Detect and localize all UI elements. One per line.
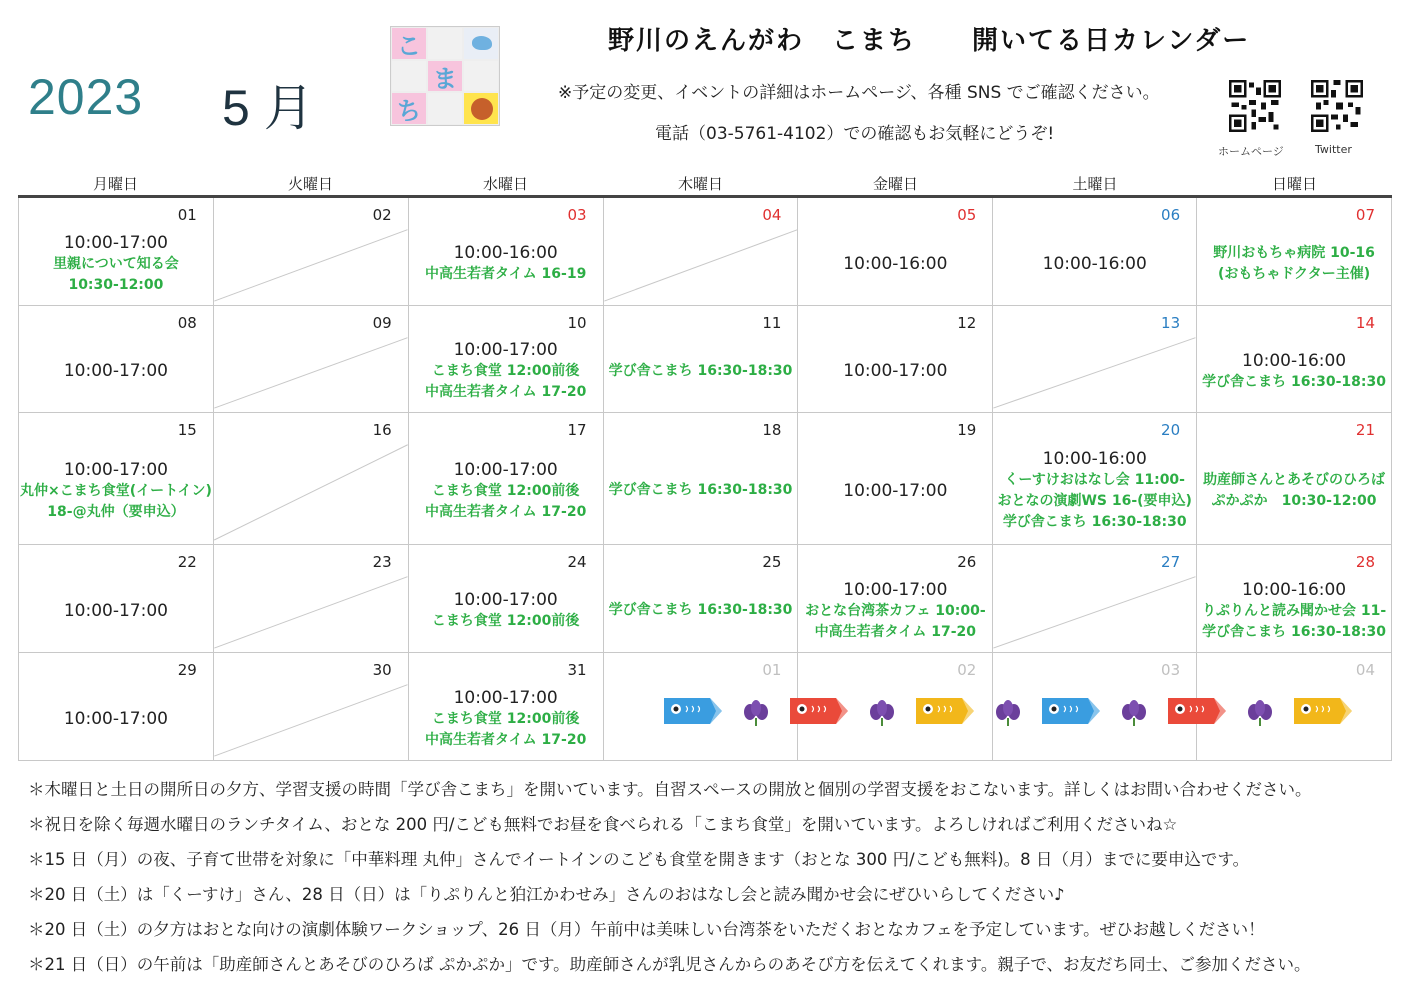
day-number: 27	[1161, 553, 1181, 571]
koinobori-yellow-icon	[916, 698, 974, 724]
event-text: 里親について知る会	[53, 255, 179, 272]
opening-hours: 10:00-17:00	[63, 708, 168, 729]
twitter-qr-icon[interactable]	[1311, 80, 1363, 132]
calendar-day-cell[interactable]	[1197, 545, 1392, 653]
day-number: 15	[177, 421, 197, 439]
footer-note: ＊20 日（土）の夕方はおとな向けの演劇体験ワークショップ、26 日（月）午前中は美味しい台湾茶をいただくおとなカフェを予定しています。ぜひお越しください！	[28, 920, 1265, 939]
calendar-grid	[18, 198, 1392, 761]
koinobori-yellow-icon	[1294, 698, 1352, 724]
event-text: 丸仲×こまち食堂(イートイン)	[20, 482, 212, 499]
day-content	[19, 441, 213, 540]
day-number: 29	[177, 661, 197, 679]
notice-text: ※予定の変更、イベントの詳細はホームページ、各種 SNS でご確認ください。	[558, 83, 1160, 103]
calendar-day-cell[interactable]	[214, 653, 409, 761]
day-content	[1197, 573, 1391, 648]
day-content	[1197, 441, 1391, 540]
day-number: 21	[1355, 421, 1375, 439]
koinobori-red-icon	[1168, 698, 1226, 724]
opening-hours: 10:00-17:00	[843, 579, 948, 600]
day-number: 30	[372, 661, 392, 679]
iris-icon	[870, 700, 894, 726]
day-number: 17	[567, 421, 587, 439]
calendar-day-cell[interactable]	[19, 306, 214, 413]
opening-hours: 10:00-16:00	[453, 243, 558, 263]
calendar-day-cell[interactable]	[214, 545, 409, 653]
calendar-week-row	[19, 413, 1392, 545]
calendar-day-cell[interactable]	[1197, 413, 1392, 545]
calendar-day-cell[interactable]	[409, 198, 604, 306]
day-number: 12	[957, 314, 977, 332]
weekday-label: 日曜日	[1271, 175, 1317, 193]
calendar-day-cell[interactable]	[1197, 198, 1392, 306]
day-number: 03	[567, 206, 587, 224]
event-text: こまち食堂 12:00前後	[431, 363, 580, 379]
calendar-day-cell[interactable]	[993, 306, 1197, 413]
day-number: 31	[567, 661, 587, 679]
footer-note: ＊祝日を除く毎週水曜日のランチタイム、おとな 200 円/こども無料でお昼を食べられる「こまち食堂」を開いています。よろしければご利用くださいね☆	[28, 815, 1178, 834]
logo-char-ko: こ	[397, 31, 421, 60]
calendar-week-row	[19, 198, 1392, 306]
event-text: 助産師さんとあそびのひろば	[1203, 471, 1386, 488]
calendar-day-cell[interactable]	[19, 413, 214, 545]
logo-char-ma: ま	[433, 64, 457, 93]
opening-hours: 10:00-17:00	[453, 340, 558, 360]
day-content	[409, 441, 603, 540]
calendar-day-cell[interactable]	[214, 198, 409, 306]
calendar-day-cell[interactable]	[409, 653, 604, 761]
calendar-day-cell[interactable]	[19, 198, 214, 306]
opening-hours: 10:00-16:00	[1242, 350, 1347, 371]
calendar-day-cell[interactable]	[798, 545, 993, 653]
day-number: 02	[957, 661, 977, 679]
iris-icon	[996, 700, 1020, 726]
day-number: 23	[372, 553, 392, 571]
day-number: 10	[567, 314, 587, 332]
opening-hours: 10:00-17:00	[453, 687, 558, 708]
day-number: 13	[1161, 314, 1181, 332]
day-content	[1197, 226, 1391, 301]
iris-icon	[1248, 700, 1272, 726]
day-number: 16	[372, 421, 392, 439]
day-content	[19, 573, 213, 648]
opening-hours: 10:00-16:00	[1242, 579, 1347, 600]
weekday-label: 土曜日	[1072, 175, 1118, 193]
weekday-label: 火曜日	[287, 175, 333, 193]
phone-text: 電話（03-5761-4102）での確認もお気軽にどうぞ!	[655, 124, 1055, 144]
event-text: 中高生若者タイム 17-20	[814, 623, 977, 640]
day-content	[19, 681, 213, 756]
calendar-day-cell[interactable]	[409, 306, 604, 413]
day-number: 14	[1355, 314, 1375, 332]
event-text: 学び舎こまち 16:30-18:30	[1202, 623, 1386, 640]
day-number: 08	[177, 314, 197, 332]
event-text: 学び舎こまち 16:30-18:30	[608, 482, 793, 498]
calendar-day-cell[interactable]	[214, 306, 409, 413]
day-content	[604, 573, 798, 648]
day-number: 11	[762, 314, 782, 332]
opening-hours: 10:00-17:00	[63, 600, 168, 621]
calendar-day-cell[interactable]	[993, 413, 1197, 545]
iris-icon	[1122, 700, 1146, 726]
calendar-week-row	[19, 545, 1392, 653]
calendar-day-cell[interactable]	[604, 545, 799, 653]
day-number: 07	[1355, 206, 1375, 224]
event-text: (おもちゃドクター主催)	[1217, 265, 1371, 282]
calendar-day-cell[interactable]	[798, 306, 993, 413]
day-content	[604, 441, 798, 540]
event-text: ぷかぷか 10:30-12:00	[1211, 492, 1377, 509]
calendar-day-cell[interactable]	[409, 545, 604, 653]
day-content	[409, 334, 603, 408]
opening-hours: 10:00-17:00	[843, 361, 948, 381]
opening-hours: 10:00-17:00	[63, 459, 168, 480]
weekday-label: 月曜日	[92, 175, 138, 193]
bird-icon	[472, 36, 492, 50]
weekday-label: 金曜日	[872, 175, 918, 193]
day-content	[409, 573, 603, 648]
opening-hours: 10:00-16:00	[1042, 449, 1147, 469]
year-label: 2023	[28, 69, 144, 125]
event-text: おとな台湾茶カフェ 10:00-	[805, 602, 986, 619]
day-number: 04	[1355, 661, 1375, 679]
event-text: くーすけおはなし会 11:00-	[1004, 472, 1185, 488]
event-text: 中高生若者タイム 17-20	[424, 384, 587, 400]
day-number: 25	[762, 553, 782, 571]
calendar-day-cell[interactable]	[993, 198, 1197, 306]
day-content	[19, 226, 213, 301]
event-text: 学び舎こまち 16:30-18:30	[1002, 514, 1187, 530]
footer-notes	[28, 776, 1398, 986]
logo-char-chi: ち	[397, 97, 421, 126]
day-content	[798, 441, 992, 540]
day-number: 28	[1355, 553, 1375, 571]
opening-hours: 10:00-17:00	[63, 232, 168, 253]
koinobori-red-icon	[790, 698, 848, 724]
day-content	[993, 441, 1196, 540]
event-text: 中高生若者タイム 17-20	[424, 503, 587, 520]
event-text: こまち食堂 12:00前後	[431, 710, 580, 727]
footer-note: ＊20 日（土）は「くーすけ」さん、28 日（日）は「りぷりんと狛江かわせみ」さんのおはなし会と読み聞かせ会にぜひいらしてください♪	[28, 885, 1065, 904]
day-number: 24	[567, 553, 587, 571]
calendar-day-cell[interactable]	[993, 545, 1197, 653]
day-content	[1197, 334, 1391, 408]
day-number: 19	[957, 421, 977, 439]
opening-hours: 10:00-17:00	[63, 361, 168, 381]
calendar-day-cell[interactable]	[798, 198, 993, 306]
day-number: 04	[762, 206, 782, 224]
calendar-day-cell[interactable]	[1197, 306, 1392, 413]
weekday-header	[18, 172, 1392, 198]
calendar-day-cell[interactable]	[798, 413, 993, 545]
day-content	[798, 334, 992, 408]
event-text: 学び舎こまち 16:30-18:30	[608, 602, 793, 618]
calendar-day-cell[interactable]	[19, 653, 214, 761]
day-content	[798, 573, 992, 648]
day-content	[409, 681, 603, 756]
calendar-day-cell[interactable]	[409, 413, 604, 545]
event-text: 学び舎こまち 16:30-18:30	[1202, 373, 1386, 390]
calendar-day-cell[interactable]	[604, 198, 799, 306]
event-text: こまち食堂 12:00前後	[431, 613, 580, 629]
footer-note: ＊21 日（日）の午前は「助産師さんとあそびのひろば ぷかぷか」です。助産師さんが乳児さんからのあそび方を伝えてくれます。親子で、お友だち同士、ご参加ください。	[28, 955, 1311, 974]
day-content	[19, 334, 213, 408]
day-number: 26	[957, 553, 977, 571]
calendar-day-cell[interactable]	[604, 306, 799, 413]
day-number: 01	[177, 206, 197, 224]
calendar-day-cell[interactable]	[19, 545, 214, 653]
opening-hours: 10:00-16:00	[1042, 253, 1147, 274]
koinobori-blue-icon	[664, 698, 722, 724]
day-number: 20	[1161, 421, 1181, 439]
day-number: 06	[1161, 206, 1181, 224]
footer-note: ＊木曜日と土日の開所日の夕方、学習支援の時間「学び舎こまち」を開いています。自習スペースの開放と個別の学習支援をおこないます。詳しくはお問い合わせください。	[28, 780, 1312, 799]
chestnut-icon	[471, 98, 493, 120]
month-label: 5 月	[222, 80, 314, 136]
event-text: おとなの演劇WS 16-(要申込)	[997, 493, 1192, 509]
event-text: 中高生若者タイム 17-20	[424, 731, 587, 748]
event-text: 10:30-12:00	[68, 276, 164, 293]
weekday-label: 水曜日	[482, 175, 528, 193]
event-text: りぷりんと読み聞かせ会 11-	[1201, 602, 1387, 619]
opening-hours: 10:00-17:00	[453, 459, 558, 480]
event-text: 中高生若者タイム 16-19	[424, 266, 587, 282]
day-content	[798, 226, 992, 301]
day-content	[993, 226, 1196, 301]
day-number: 22	[177, 553, 197, 571]
event-text: こまち食堂 12:00前後	[431, 482, 580, 499]
day-number: 05	[957, 206, 977, 224]
calendar-week-row	[19, 306, 1392, 413]
homepage-qr-label: ホームページ	[1218, 145, 1284, 158]
day-number: 03	[1161, 661, 1181, 679]
day-number: 09	[372, 314, 392, 332]
footer-note: ＊15 日（月）の夜、子育て世帯を対象に「中華料理 丸仲」さんでイートインのこども食堂を開きます（おとな 300 円/こども無料)。8 日（月）までに要申込です。	[28, 850, 1250, 869]
homepage-qr-icon[interactable]	[1229, 80, 1281, 132]
weekday-label: 木曜日	[677, 175, 723, 193]
koinobori-decoration	[660, 688, 1360, 734]
komachi-logo	[390, 26, 500, 126]
calendar-day-cell[interactable]	[214, 413, 409, 545]
event-text: 18-@丸仲（要申込）	[47, 503, 185, 520]
koinobori-blue-icon	[1042, 698, 1100, 724]
twitter-qr-label: Twitter	[1315, 143, 1352, 156]
day-content	[604, 334, 798, 408]
opening-hours: 10:00-16:00	[843, 253, 948, 274]
page-title: 野川のえんがわ こまち 開いてる日カレンダー	[608, 26, 1251, 56]
day-content	[409, 226, 603, 301]
day-number: 02	[372, 206, 392, 224]
opening-hours: 10:00-17:00	[453, 590, 558, 610]
day-number: 01	[762, 661, 782, 679]
event-text: 学び舎こまち 16:30-18:30	[608, 362, 793, 379]
event-text: 野川おもちゃ病院 10-16	[1213, 244, 1375, 261]
opening-hours: 10:00-17:00	[843, 480, 948, 501]
calendar-day-cell[interactable]	[604, 413, 799, 545]
day-number: 18	[762, 421, 782, 439]
iris-icon	[744, 700, 768, 726]
